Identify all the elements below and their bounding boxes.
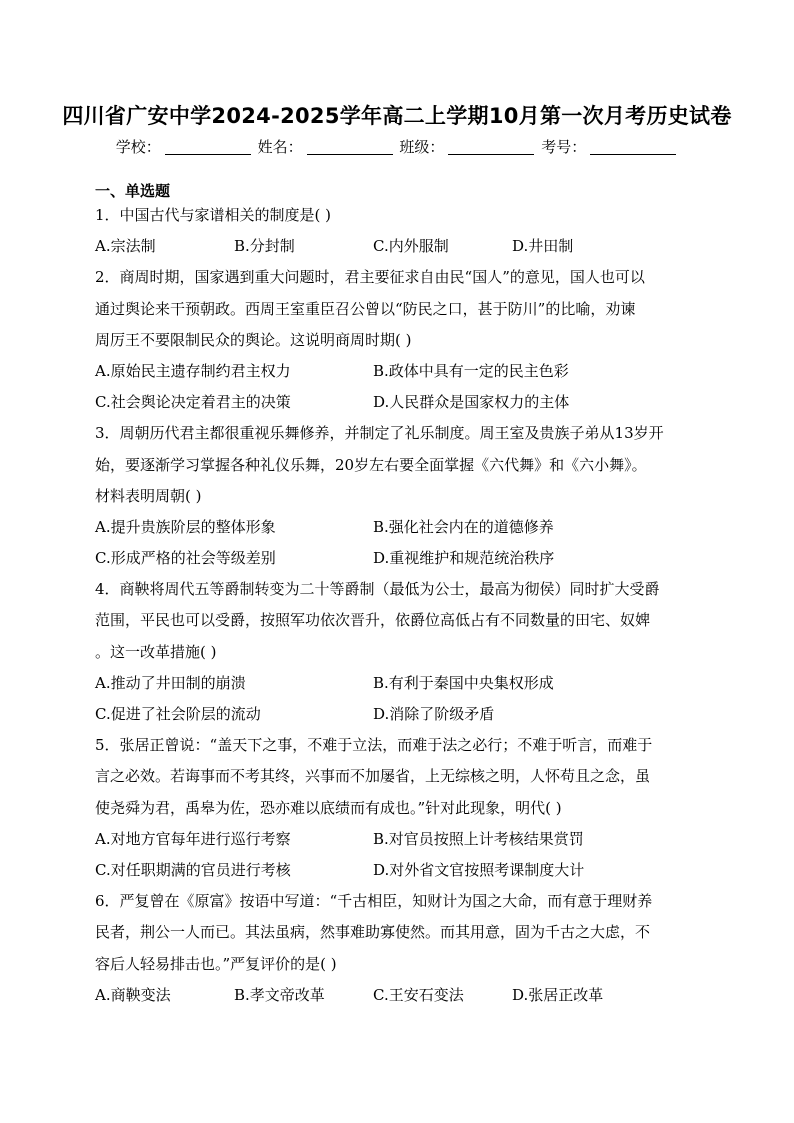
question [95, 262, 699, 418]
question-text-line: 2．商周时期，国家遇到重大问题时，君主要征求自由民“国人”的意见，国人也可以 [95, 268, 645, 287]
question-text-line: 始，要逐渐学习掌握各种礼仪乐舞，20岁左右要全面掌握《六代舞》和《六小舞》。 [95, 455, 647, 474]
option-b: B.对官员按照上计考核结果赏罚 [373, 829, 584, 848]
option-d: D.重视维护和规范统治秩序 [373, 549, 555, 568]
option-b: B.分封制 [234, 237, 295, 256]
option-b: B.孝文帝改革 [234, 985, 325, 1004]
option-c: C.形成严格的社会等级差别 [95, 549, 276, 568]
option-row [95, 387, 699, 418]
question-text-line: 言之必效。若诲事而不考其终，兴事而不加屡省，上无综核之明，人怀苟且之念，虽 [95, 767, 651, 786]
question-text-line: 。这一改革措施( ) [95, 642, 217, 661]
option-b: B.强化社会内在的道德修养 [373, 517, 554, 536]
question-text-line: 容后人轻易排击也。”严复评价的是( ) [95, 954, 337, 973]
question-text-line: 使尧舜为君，禹皋为佐，恐亦难以底绩而有成也。”针对此现象，明代( ) [95, 798, 562, 817]
question-text-line: 1．中国古代与家谱相关的制度是( ) [95, 206, 332, 224]
question-text-line: 范围，平民也可以受爵，按照军功依次晋升，依爵位高低占有不同数量的田宅、奴婢 [95, 611, 651, 630]
question [95, 418, 699, 574]
section-heading: 一、单选题 [95, 182, 171, 200]
exam-number-label: 考号： [541, 138, 587, 156]
school-label: 学校： [115, 138, 161, 156]
option-row [95, 980, 699, 1011]
question-text-line: 通过舆论来干预朝政。西周王室重臣召公曾以“防民之口，甚于防川”的比喻，劝谏 [95, 299, 636, 318]
class-label: 班级： [399, 138, 445, 156]
exam-title: 四川省广安中学2024-2025学年高二上学期10月第一次月考历史试卷 [62, 104, 732, 128]
option-d: D.张居正改革 [512, 985, 604, 1004]
question-text-line: 5．张居正曾说：“盖天下之事，不难于立法，而难于法之必行；不难于听言，而难于 [95, 736, 653, 755]
option-d: D.消除了阶级矛盾 [373, 705, 495, 723]
option-row [95, 699, 699, 730]
option-row [95, 824, 699, 855]
name-label: 姓名： [257, 138, 303, 156]
question [95, 730, 699, 886]
option-c: C.王安石变法 [373, 985, 464, 1004]
question-list [95, 200, 699, 1011]
class-blank [448, 153, 534, 155]
option-row [95, 855, 699, 886]
option-d: D.对外省文官按照考课制度大计 [373, 860, 585, 879]
question-text-line: 3．周朝历代君主都很重视乐舞修养，并制定了礼乐制度。周王室及贵族子弟从13岁开 [95, 424, 664, 443]
option-b: B.有利于秦国中央集权形成 [373, 673, 554, 692]
question-text-line: 4．商鞅将周代五等爵制转变为二十等爵制（最低为公士，最高为彻侯）同时扩大受爵 [95, 580, 660, 599]
option-a: A.对地方官每年进行巡行考察 [95, 829, 291, 848]
option-row [95, 231, 699, 262]
name-blank [307, 153, 393, 155]
option-row [95, 356, 699, 387]
school-blank [165, 153, 251, 155]
option-c: C.社会舆论决定着君主的决策 [95, 393, 291, 412]
option-row [95, 668, 699, 699]
question-text-line: 民者，荆公一人而已。其法虽病，然事难助寡使然。而其用意，固为千古之大虑，不 [95, 923, 651, 942]
option-d: D.井田制 [512, 237, 574, 256]
option-a: A.宗法制 [95, 237, 156, 256]
student-info-row [0, 136, 794, 157]
question [95, 200, 699, 262]
question-text-line: 周厉王不要限制民众的舆论。这说明商周时期( ) [95, 330, 412, 349]
option-a: A.商鞅变法 [95, 985, 171, 1004]
option-c: C.促进了社会阶层的流动 [95, 705, 261, 723]
option-row [95, 543, 699, 574]
option-b: B.政体中具有一定的民主色彩 [373, 361, 569, 380]
question [95, 886, 699, 1011]
option-c: C.对任职期满的官员进行考核 [95, 860, 291, 879]
option-row [95, 512, 699, 543]
question-text-line: 材料表明周朝( ) [95, 486, 202, 505]
option-d: D.人民群众是国家权力的主体 [373, 393, 570, 412]
option-a: A.推动了井田制的崩溃 [95, 673, 246, 692]
exam-number-blank [590, 153, 676, 155]
option-a: A.原始民主遗存制约君主权力 [95, 361, 291, 380]
option-a: A.提升贵族阶层的整体形象 [95, 517, 276, 536]
option-c: C.内外服制 [373, 237, 449, 256]
question-text-line: 6．严复曾在《原富》按语中写道：“千古相臣，知财计为国之大命，而有意于理财养 [95, 892, 653, 911]
question [95, 574, 699, 730]
